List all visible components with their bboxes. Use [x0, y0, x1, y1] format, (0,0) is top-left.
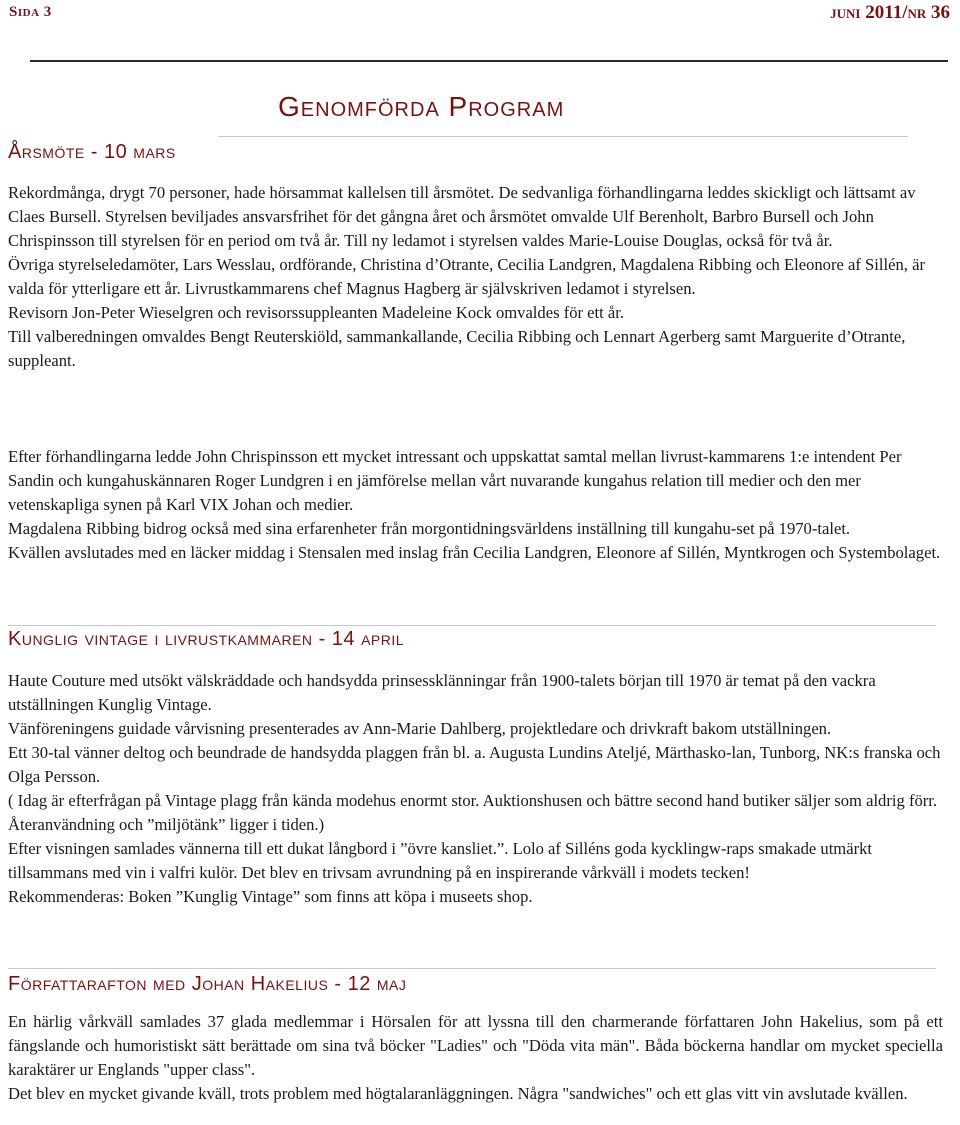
section-arsmote-body-2 [8, 445, 943, 565]
paragraph: Rekommenderas: Boken ”Kunglig Vintage” som finns att köpa i museets shop. [8, 887, 533, 906]
paragraph: En härlig vårkväll samlades 37 glada medlemmar i Hörsalen för att lyssna till den charmerande författaren John Hakelius, som på ett fängslande och humoristiskt sätt berättade om sina två böcker "Ladies" och "Döda vita män". Båda böckerna handlar om mycket speciella karaktärer ur Englands "upper class". [8, 1012, 943, 1079]
paragraph: Kvällen avslutades med en läcker middag i Stensalen med inslag från Cecilia Landgren, Eleonore af Sillén, Myntkrogen och Systembolaget. [8, 543, 941, 562]
paragraph: Ett 30-tal vänner deltog och beundrade de handsydda plaggen från bl. a. Augusta Lundins Ateljé, Märthasko-lan, Tunborg, NK:s franska och Olga Persson. [8, 743, 941, 786]
paragraph: Magdalena Ribbing bidrog också med sina erfarenheter från morgontidningsvärldens inställning till kungahu-set på 1970-talet. [8, 519, 851, 538]
paragraph: Efter visningen samlades vännerna till ett dukat långbord i ”övre kansliet.”. Lolo af Silléns goda kycklingw-raps smakade utmärkt tillsammans med vin i valfri kulör. Det blev en trivsam avrundning på en inspirerande vårkväll i modets tecken! [8, 839, 873, 882]
paragraph: Efter förhandlingarna ledde John Chrispinsson ett mycket intressant och uppskattat samtal mellan livrust-kammarens 1:e intendent Per Sandin och kungahuskännaren Roger Lundgren i en jämförelse mellan vårt nuvarande kungahus relation till medier och den mer vetenskapliga synen på Karl VIX Johan och medier. [8, 447, 902, 514]
page-number: Sida 3 [9, 4, 52, 20]
section-vintage-body [8, 669, 943, 909]
title-divider [218, 136, 908, 137]
paragraph: Vänföreningens guidade vårvisning presenterades av Ann-Marie Dahlberg, projektledare och drivkraft bakom utställningen. [8, 719, 832, 738]
paragraph: Revisorn Jon-Peter Wieselgren och revisorssuppleanten Madeleine Kock omvaldes för ett år. [8, 303, 625, 322]
section-divider [8, 968, 936, 969]
paragraph: ( Idag är efterfrågan på Vintage plagg från kända modehus enormt stor. Auktionshusen och bättre second hand butiker säljer som aldrig förr. Återanvändning och ”miljötänk” ligger i tiden.) [8, 791, 938, 834]
section-heading-arsmote: Årsmöte - 10 mars [8, 141, 176, 163]
section-hakelius-body [8, 1010, 943, 1106]
paragraph: Till valberedningen omvaldes Bengt Reuterskiöld, sammankallande, Cecilia Ribbing och Lennart Agerberg samt Marguerite d’Otrante, suppleant. [8, 327, 906, 370]
section-divider [8, 625, 936, 626]
header-divider [30, 60, 948, 62]
paragraph: Haute Couture med utsökt välskräddade och handsydda prinsessklänningar från 1900-talets början till 1970 är temat på den vackra utställningen Kunglig Vintage. [8, 671, 876, 714]
page-title: Genomförda Program [278, 91, 565, 122]
issue-label: juni 2011/nr 36 [830, 2, 950, 23]
paragraph: Rekordmånga, drygt 70 personer, hade hörsammat kallelsen till årsmötet. De sedvanliga förhandlingarna leddes skickligt och lättsamt av Claes Bursell. Styrelsen beviljades ansvarsfrihet för det gångna året och årsmötet omvalde Ulf Berenholt, Barbro Bursell och John Chrispinsson till styrelsen för en period om två år. Till ny ledamot i styrelsen valdes Marie-Louise Douglas, också för två år. [8, 183, 916, 250]
section-heading-hakelius: Författarafton med Johan Hakelius - 12 maj [8, 973, 407, 995]
paragraph: Övriga styrelseledamöter, Lars Wesslau, ordförande, Christina d’Otrante, Cecilia Landgren, Magdalena Ribbing och Eleonore af Sillén, är valda för ytterligare ett år. Livrustkammarens chef Magnus Hagberg är självskriven ledamot i styrelsen. [8, 255, 925, 298]
section-heading-vintage: Kunglig vintage i livrustkammaren - 14 april [8, 628, 405, 650]
section-arsmote-body [8, 181, 943, 373]
paragraph: Det blev en mycket givande kväll, trots problem med högtalaranläggningen. Några "sandwiches" och ett glas vitt vin avslutade kvällen. [8, 1084, 908, 1103]
